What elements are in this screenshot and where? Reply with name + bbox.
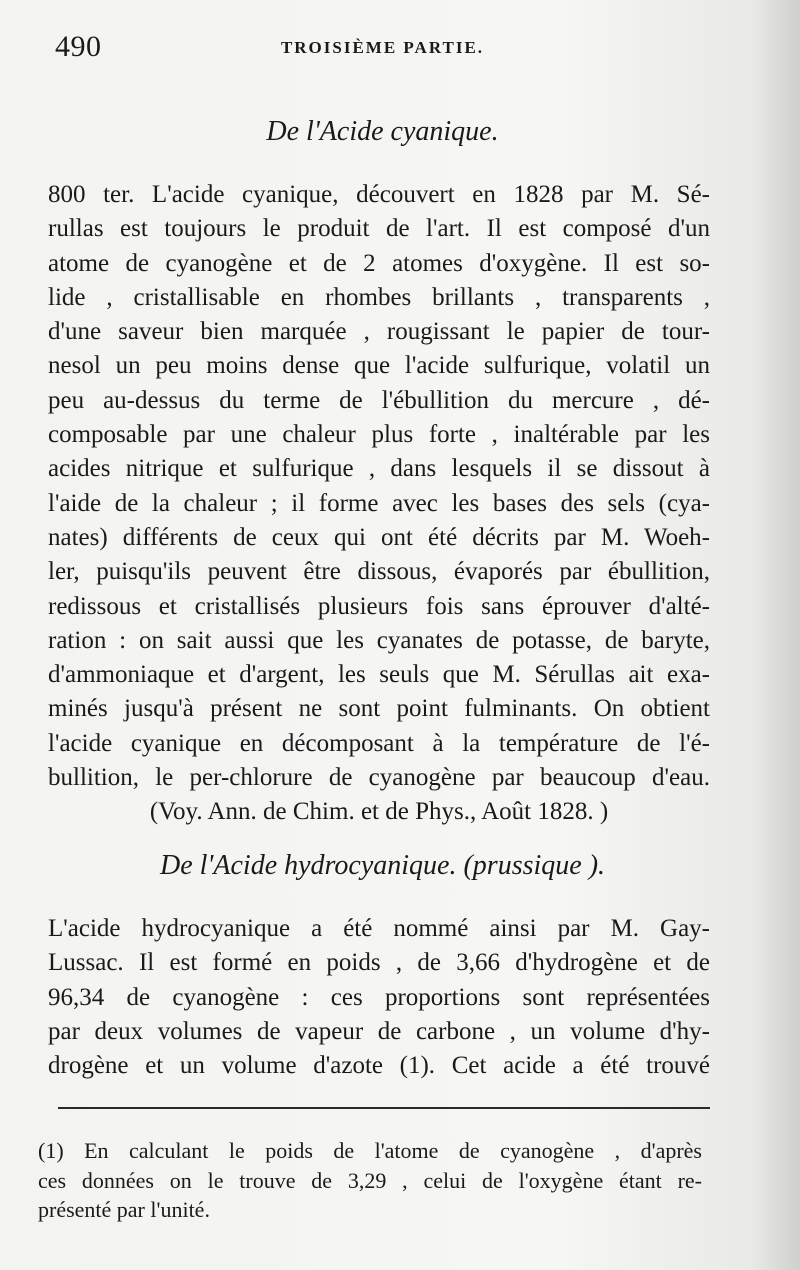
footnote-line: (1) En calculant le poids de l'atome de cyanogène , d'après [38, 1138, 702, 1163]
footnote [38, 1136, 702, 1225]
text-line: l'acide cyanique en décomposant à la température de l'é- [48, 729, 710, 757]
text-line: Lussac. Il est formé en poids , de 3,66 d'hydrogène et de [48, 949, 710, 977]
text-line: nates) différents de ceux qui ont été décrits par M. Woeh- [48, 523, 710, 551]
text-line: redissous et cristallisés plusieurs fois sans éprouver d'alté- [48, 592, 710, 620]
text-line: nesol un peu moins dense que l'acide sulfurique, volatil un [48, 352, 710, 380]
text-line: par deux volumes de vapeur de carbone , un volume d'hy- [48, 1017, 710, 1045]
text-line: L'acide hydrocyanique a été nommé ainsi par M. Gay- [48, 915, 710, 942]
running-title: TROISIÈME PARTIE. [280, 38, 485, 57]
section-heading-cyanic-acid: De l'Acide cyanique. [266, 116, 499, 147]
paragraph-hydrocyanic-acid [48, 912, 710, 1083]
text-line: rullas est toujours le produit de l'art. Il est composé d'un [48, 215, 710, 243]
text-line: atome de cyanogène et de 2 atomes d'oxygène. Il est so- [48, 249, 710, 277]
footnote-line: présenté par l'unité. [38, 1197, 210, 1222]
text-line: acides nitrique et sulfurique , dans lesquels il se dissout à [48, 455, 710, 483]
text-line: lide , cristallisable en rhombes brillants , transparents , [48, 283, 710, 311]
text-line: 800 ter. L'acide cyanique, découvert en 1828 par M. Sé- [48, 181, 710, 208]
text-line: d'ammoniaque et d'argent, les seuls que M. Sérullas ait exa- [48, 661, 710, 689]
text-line: l'aide de la chaleur ; il forme avec les bases des sels (cya- [48, 489, 710, 517]
text-line: minés jusqu'à présent ne sont point fulminants. On obtient [48, 695, 710, 723]
paragraph-cyanic-acid [48, 178, 710, 830]
text-line: d'une saveur bien marquée , rougissant le papier de tour- [48, 318, 710, 346]
text-line: bullition, le per-chlorure de cyanogène par beaucoup d'eau. [48, 764, 710, 792]
text-line: ration : on sait aussi que les cyanates de potasse, de baryte, [48, 626, 710, 654]
text-line: peu au-dessus du terme de l'ébullition du mercure , dé- [48, 386, 710, 414]
running-header [55, 30, 710, 66]
footnote-divider [58, 1107, 710, 1109]
text-line: 96,34 de cyanogène : ces proportions sont représentées [48, 983, 710, 1011]
section-heading-hydrocyanic-acid: De l'Acide hydrocyanique. (prussique ). [159, 850, 606, 881]
text-line-reference: (Voy. Ann. de Chim. et de Phys., Août 1828. ) [149, 798, 609, 826]
footnote-line: ces données on le trouve de 3,29 , celui de l'oxygène étant re- [38, 1167, 702, 1193]
page-number: 490 [55, 30, 102, 63]
text-line: composable par une chaleur plus forte , inaltérable par les [48, 421, 710, 449]
text-line: ler, puisqu'ils peuvent être dissous, évaporés par ébullition, [48, 558, 710, 586]
text-line: drogène et un volume d'azote (1). Cet acide a été trouvé [48, 1052, 710, 1080]
